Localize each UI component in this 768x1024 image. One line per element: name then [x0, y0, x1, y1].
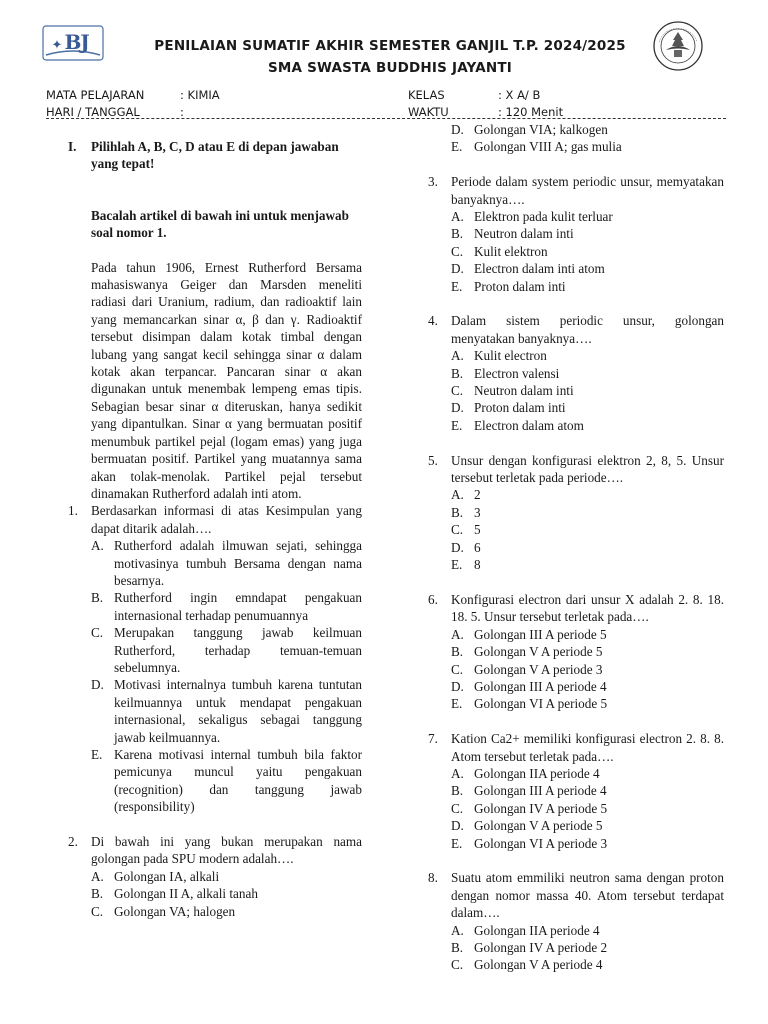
option-letter: D. [451, 122, 464, 137]
option-text: Kulit elektron [474, 243, 548, 259]
option-letter: A. [451, 209, 464, 225]
question-8 [428, 869, 724, 973]
option-text: 3 [474, 504, 481, 520]
option-text: Golongan III A periode 4 [474, 678, 607, 694]
option [451, 800, 724, 817]
option-text: Electron valensi [474, 365, 560, 381]
option-letter: E. [451, 835, 463, 851]
option [451, 347, 724, 364]
option-text: Golongan IIA periode 4 [474, 765, 600, 781]
instruction-number: I. [68, 139, 77, 154]
day-label: HARI / TANGGAL [46, 105, 140, 119]
option-text: Golongan IV A periode 2 [474, 940, 608, 955]
article-text: Pada tahun 1906, Ernest Rutherford Bersama mahasiswanya Geiger dan Marsden meneliti radiasi dari Uranium, radium, dan radioaktif lain yang memancarkan sinar α, β dan γ. Radioaktif tersebut disimpan dalam kotak timbal dengan lubang yang sangat kecil sehingga sinar α dalam kotak akan terpancar. Pancaran sinar α akan digunakan untuk menembak lempeng emas tipis. Sebagian besar sinar α diteruskan, hanya sedikit yang dipantulkan. Sinar α yang bermuatan positif menumbuk partikel pejal (logam emas) yang juga bermuatan positif. Partikel yang muatannya sama akan tolak-menolak. Partikel pejal tersebut dinamakan Rutherford adalah inti atom. [91, 259, 362, 501]
option [451, 643, 724, 660]
question-text: Berdasarkan informasi di atas Kesimpulan yang dapat ditarik adalah…. [91, 503, 362, 536]
option-letter: A. [451, 626, 464, 642]
class-label: KELAS [408, 88, 445, 102]
option [451, 521, 724, 538]
question-3 [428, 173, 724, 295]
option-text: Golongan IA, alkali [114, 868, 220, 884]
option-text: Golongan IIA periode 4 [474, 922, 600, 938]
option-text: Rutherford ingin emndapat pengakuan internasional terhadap penumuannya [114, 590, 362, 623]
question-7 [428, 730, 724, 852]
day-value: : [180, 105, 184, 119]
question-number: 2. [68, 834, 78, 850]
option-letter: C. [451, 957, 464, 973]
option [451, 225, 724, 242]
option-letter: B. [451, 226, 464, 242]
option-letter: D. [451, 678, 464, 694]
option-letter: D. [91, 677, 104, 693]
question-number: 1. [68, 503, 78, 519]
option-letter: B. [451, 644, 464, 660]
option-text: Proton dalam inti [474, 278, 566, 294]
option-text: Electron dalam inti atom [474, 261, 605, 277]
question-5 [428, 452, 724, 574]
option-text: Electron dalam atom [474, 417, 584, 433]
option-text: Karena motivasi internal tumbuh bila faktor pemicunya muncul yaitu pengakuan (recognition) dan tanggung jawab (responsibility) [114, 747, 362, 815]
svg-text:B: B [64, 30, 82, 54]
option-letter: A. [451, 765, 464, 781]
option [451, 486, 724, 503]
question-text: Di bawah ini yang bukan merupakan nama golongan pada SPU modern adalah…. [91, 834, 362, 867]
tut-wuri-handayani-logo [650, 20, 706, 72]
question-text: Suatu atom emmiliki neutron sama dengan proton dengan nomor massa 40. Atom tersebut terdapat dalam…. [451, 870, 724, 921]
option-letter: E. [91, 747, 103, 762]
school-logo [42, 25, 104, 61]
option [451, 417, 724, 434]
option-text: Neutron dalam inti [474, 383, 574, 399]
option [451, 835, 724, 852]
option-text: Golongan IV A periode 5 [474, 800, 608, 816]
option-letter: D. [451, 539, 464, 555]
option [451, 817, 724, 834]
option-letter: E. [451, 557, 463, 573]
option [451, 260, 724, 277]
option-letter: C. [91, 625, 104, 641]
question-number: 6. [428, 591, 438, 607]
option-text: Golongan V A periode 3 [474, 661, 603, 677]
option-text: Golongan VA; halogen [114, 903, 236, 919]
option-letter: B. [91, 590, 104, 606]
option [451, 695, 724, 712]
option-letter: D. [451, 818, 464, 834]
option [451, 782, 724, 799]
option [91, 903, 362, 920]
option-letter: C. [451, 383, 464, 399]
question-text: Unsur dengan konfigurasi elektron 2, 8, 5. Unsur tersebut terletak pada periode…. [451, 452, 724, 486]
option [451, 382, 724, 399]
option-text: 6 [474, 539, 481, 555]
question-text: Konfigurasi electron dari unsur X adalah 2. 8. 18. 18. 5. Unsur tersebut terletak pada…. [451, 591, 724, 625]
instruction [68, 138, 362, 173]
option-letter: C. [451, 243, 464, 259]
option-letter: C. [451, 522, 464, 538]
option [451, 243, 724, 260]
option [91, 868, 362, 885]
question-4 [428, 312, 724, 434]
option-text: Rutherford adalah ilmuwan sejati, sehingga motivasinya tumbuh Bersama dengan nama besarnya. [114, 538, 362, 588]
option [91, 537, 362, 589]
question-text: Kation Ca2+ memiliki konfigurasi electron 2. 8. 8. Atom tersebut terletak pada…. [451, 731, 724, 764]
option-letter: E. [451, 696, 463, 712]
option-text: Golongan II A, alkali tanah [114, 886, 258, 902]
option-text: Proton dalam inti [474, 400, 566, 416]
header-divider [46, 118, 726, 119]
option-text: Golongan VI A periode 3 [474, 835, 608, 851]
option-letter: E. [451, 139, 463, 155]
right-column [428, 121, 724, 974]
question-2-continued [428, 121, 724, 156]
option-text: Golongan VIA; kalkogen [474, 122, 608, 137]
option-letter: C. [91, 903, 104, 919]
option-text: 8 [474, 557, 481, 573]
option [451, 939, 724, 956]
option [451, 138, 724, 155]
option [451, 765, 724, 782]
option-text: Neutron dalam inti [474, 226, 574, 242]
option-letter: B. [91, 886, 104, 902]
option-letter: A. [451, 348, 464, 364]
option-letter: A. [451, 487, 464, 503]
question-number: 4. [428, 313, 438, 329]
question-number: 8. [428, 870, 438, 886]
question-text: Periode dalam system periodic unsur, memyatakan banyaknya…. [451, 174, 724, 207]
time-value: : 120 Menit [498, 105, 564, 119]
option [451, 208, 724, 225]
option-text: Merupakan tanggung jawab keilmuan Rutherford, terhadap temuan-temuan sebelumnya. [114, 625, 362, 675]
option [451, 678, 724, 695]
class-value: : X A/ B [498, 88, 541, 102]
option [451, 278, 724, 295]
option-letter: A. [91, 538, 104, 554]
option-text: Golongan V A periode 5 [474, 818, 603, 834]
option [451, 539, 724, 556]
option-letter: C. [451, 800, 464, 816]
instruction-text: Pilihlah A, B, C, D atau E di depan jawaban yang tepat! [91, 139, 339, 172]
time-label: WAKTU [408, 105, 449, 119]
option-text: Golongan III A periode 5 [474, 626, 607, 642]
svg-text:J: J [80, 30, 90, 54]
option-letter: B. [451, 940, 464, 955]
left-column [68, 138, 362, 920]
option [91, 746, 362, 816]
option [451, 365, 724, 382]
article-intro: Bacalah artikel di bawah ini untuk menjawab soal nomor 1. [91, 207, 349, 241]
option-text: Motivasi internalnya tumbuh karena tuntutan keilmuannya untuk mendapat pengakuan internasional, sekaligus sebagai tanggung jawab keilmuannya. [114, 677, 362, 745]
question-number: 7. [428, 731, 438, 747]
option-text: Golongan VI A periode 5 [474, 696, 608, 712]
question-number: 5. [428, 452, 438, 468]
option-letter: A. [451, 922, 464, 938]
option [451, 556, 724, 573]
question-2 [68, 833, 362, 920]
option [451, 626, 724, 643]
option [91, 885, 362, 902]
option-text: Golongan V A periode 5 [474, 644, 603, 660]
option [91, 676, 362, 746]
option-letter: B. [451, 365, 464, 381]
option-letter: C. [451, 661, 464, 677]
subject-label: MATA PELAJARAN [46, 88, 145, 102]
document-title: PENILAIAN SUMATIF AKHIR SEMESTER GANJIL T.P. 2024/2025 [154, 38, 626, 54]
svg-text:✦: ✦ [51, 38, 63, 53]
question-1 [68, 502, 362, 815]
option [451, 661, 724, 678]
option-letter: D. [451, 261, 464, 277]
option-letter: D. [451, 400, 464, 416]
option [451, 956, 724, 973]
option-text: Golongan III A periode 4 [474, 783, 607, 799]
option [451, 504, 724, 521]
option [91, 589, 362, 624]
subject-value: : KIMIA [180, 88, 220, 102]
option-text: Golongan VIII A; gas mulia [474, 139, 622, 155]
option-letter: B. [451, 504, 464, 520]
question-text: Dalam sistem periodic unsur, golongan menyatakan banyaknya…. [451, 313, 724, 346]
option [451, 922, 724, 939]
question-number: 3. [428, 174, 438, 190]
option-text: Golongan V A periode 4 [474, 957, 603, 973]
option [451, 399, 724, 416]
option-letter: E. [451, 278, 463, 294]
school-name: SMA SWASTA BUDDHIS JAYANTI [267, 60, 513, 76]
question-6 [428, 591, 724, 713]
option [451, 121, 724, 138]
option-text: Elektron pada kulit terluar [474, 209, 613, 225]
option-letter: E. [451, 417, 463, 433]
option-text: 5 [474, 522, 481, 538]
option-letter: B. [451, 783, 464, 799]
option-text: 2 [474, 487, 481, 503]
option [91, 624, 362, 676]
option-letter: A. [91, 868, 104, 884]
option-text: Kulit electron [474, 348, 547, 364]
